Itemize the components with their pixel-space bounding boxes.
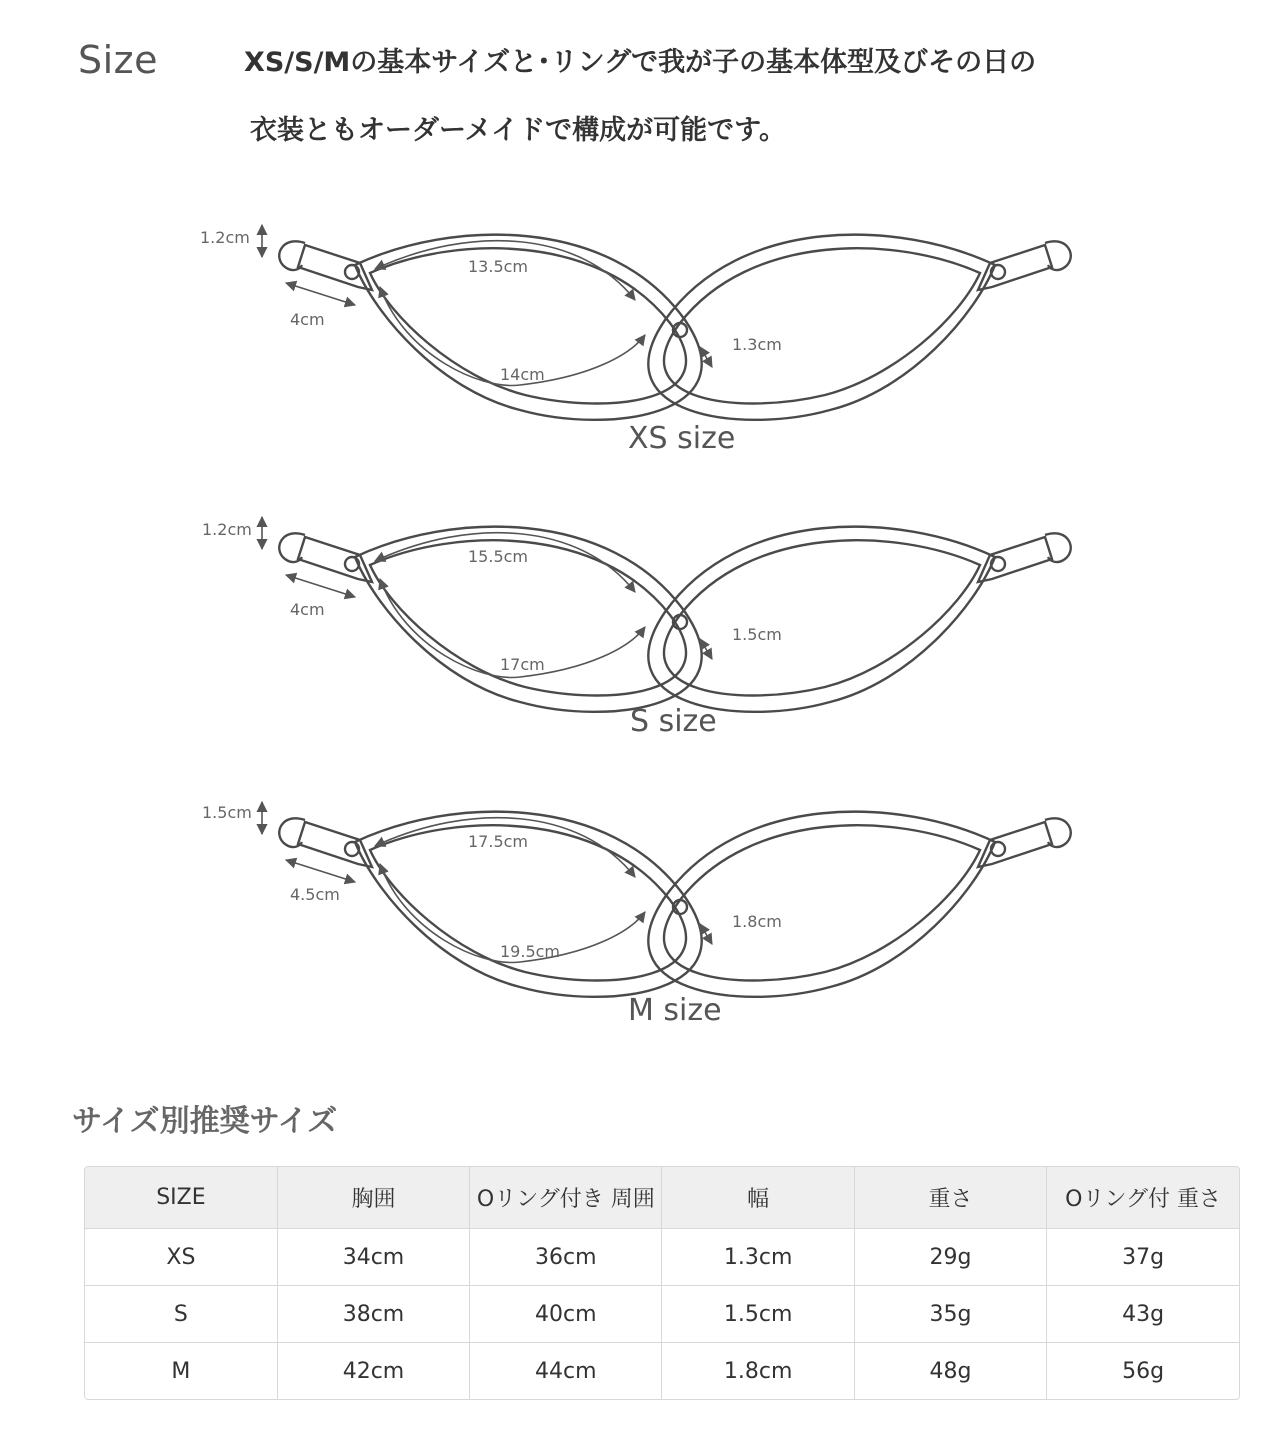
table-cell: 48g: [854, 1343, 1046, 1400]
header-ring-circumference: Oリング付き 周囲: [470, 1167, 662, 1229]
table-cell: XS: [85, 1229, 277, 1286]
table-cell: 40cm: [470, 1286, 662, 1343]
size-label: S size: [630, 704, 717, 739]
table-cell: M: [85, 1343, 277, 1400]
strap-width-label: 1.2cm: [202, 520, 252, 539]
table-row: [85, 1229, 1239, 1286]
lower-length-label: 14cm: [500, 365, 545, 384]
table-cell: 35g: [854, 1286, 1046, 1343]
recommended-size-title: サイズ別推奨サイズ: [72, 1104, 338, 1139]
header-chest: 胸囲: [277, 1167, 469, 1229]
end-length-label: 4cm: [290, 600, 325, 619]
header-ring-weight: Oリング付 重さ: [1047, 1167, 1239, 1229]
table-cell: 36cm: [470, 1229, 662, 1286]
table-header-row: [85, 1167, 1239, 1229]
table-cell: S: [85, 1286, 277, 1343]
harness-drawing: [190, 205, 1110, 465]
table-cell: 29g: [854, 1229, 1046, 1286]
harness-drawing: [190, 782, 1110, 1042]
table-cell: 56g: [1047, 1343, 1239, 1400]
size-heading: Size: [78, 38, 159, 82]
table-cell: 42cm: [277, 1343, 469, 1400]
intro-line-1: XS/S/Mの基本サイズと･リングで我が子の基本体型及びその日の: [244, 47, 1037, 78]
table-cell: 34cm: [277, 1229, 469, 1286]
size-label: M size: [628, 993, 722, 1028]
harness-diagram-s: [190, 497, 1110, 757]
table-cell: 38cm: [277, 1286, 469, 1343]
size-label: XS size: [628, 421, 736, 456]
center-width-label: 1.3cm: [732, 335, 782, 354]
table-cell: 37g: [1047, 1229, 1239, 1286]
table-row: [85, 1343, 1239, 1400]
strap-width-label: 1.5cm: [202, 803, 252, 822]
table-cell: 1.8cm: [662, 1343, 854, 1400]
table-row: [85, 1286, 1239, 1343]
table-cell: 1.5cm: [662, 1286, 854, 1343]
intro-line-2: 衣装ともオーダーメイドで構成が可能です。: [250, 115, 786, 146]
harness-drawing: [190, 497, 1110, 757]
table-cell: 44cm: [470, 1343, 662, 1400]
end-length-label: 4cm: [290, 310, 325, 329]
harness-diagram-m: [190, 782, 1110, 1042]
header-width: 幅: [662, 1167, 854, 1229]
center-width-label: 1.8cm: [732, 912, 782, 931]
header-weight: 重さ: [854, 1167, 1046, 1229]
end-length-label: 4.5cm: [290, 885, 340, 904]
size-table: [84, 1166, 1240, 1400]
table-cell: 43g: [1047, 1286, 1239, 1343]
center-width-label: 1.5cm: [732, 625, 782, 644]
strap-width-label: 1.2cm: [200, 228, 250, 247]
harness-diagram-xs: [190, 205, 1110, 465]
table-cell: 1.3cm: [662, 1229, 854, 1286]
lower-length-label: 17cm: [500, 655, 545, 674]
lower-length-label: 19.5cm: [500, 942, 561, 961]
upper-length-label: 15.5cm: [468, 547, 529, 566]
upper-length-label: 13.5cm: [468, 257, 529, 276]
upper-length-label: 17.5cm: [468, 832, 529, 851]
header-size: SIZE: [85, 1167, 277, 1229]
